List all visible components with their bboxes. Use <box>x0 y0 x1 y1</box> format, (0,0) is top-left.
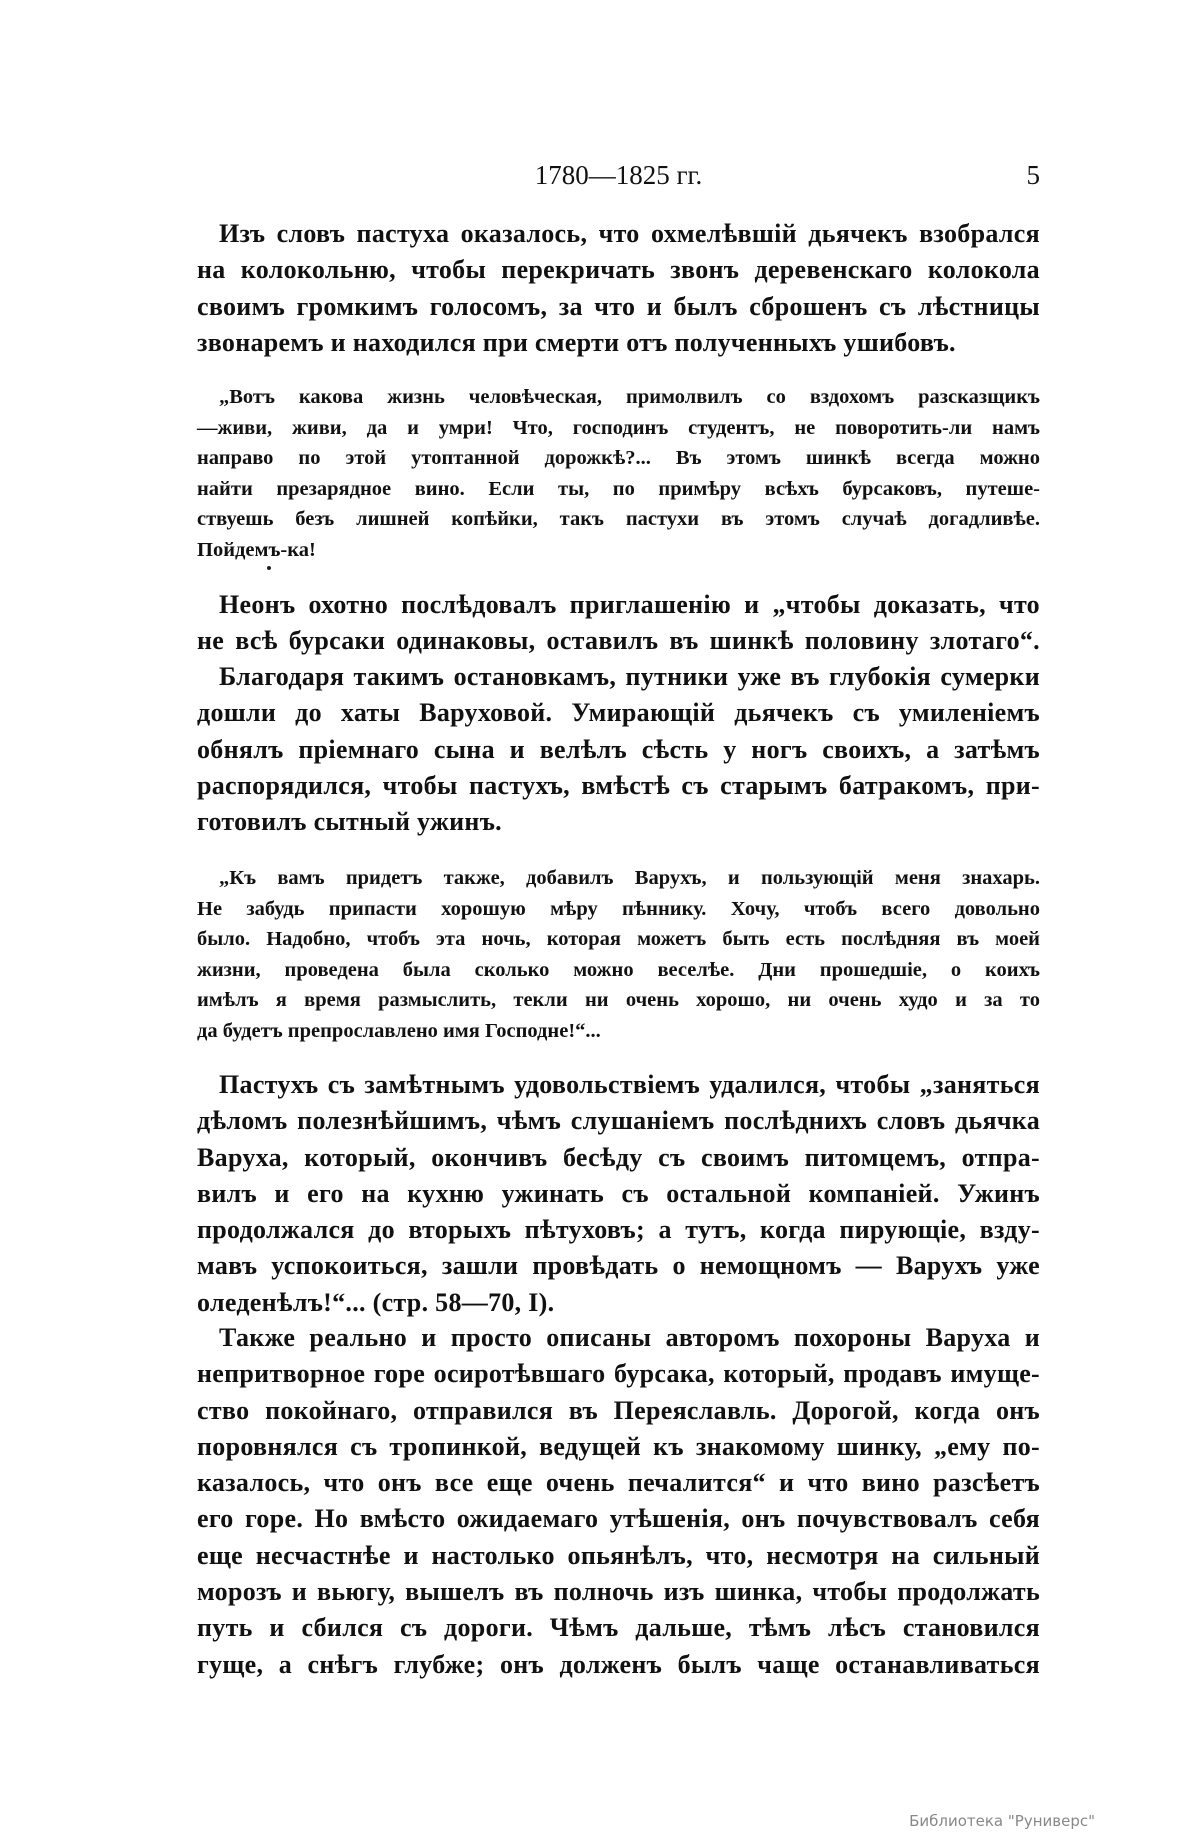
quoted-passage <box>197 382 1040 565</box>
text-line: путь и сбился съ дороги. Чѣмъ дальше, тѣмъ лѣсъ становился <box>197 1613 1040 1643</box>
text-line: непритворное горе осиротѣвшаго бурсака, который, продавъ имуще- <box>197 1359 1040 1389</box>
text-line: на колокольню, чтобы перекричать звонъ деревенскаго колокола <box>197 255 1040 285</box>
text-line: Не забудь припасти хорошую мѣру пѣннику. Хочу, чтобъ всего довольно <box>197 897 1040 920</box>
paragraph <box>197 216 1040 361</box>
text-line: ствуешь безъ лишней копѣйки, такъ пастухи въ этомъ случаѣ догадливѣе. <box>197 508 1040 530</box>
quoted-passage <box>197 863 1040 1046</box>
text-line: продолжался до вторыхъ пѣтуховъ; а тутъ, когда пирующіе, взду- <box>197 1215 1040 1245</box>
text-line: дошли до хаты Варуховой. Умирающій дьячекъ съ умиленіемъ <box>197 698 1040 728</box>
text-line: Пойдемъ-ка! <box>197 538 316 561</box>
text-line: —живи, живи, да и умри! Что, господинъ студентъ, не поворотить-ли намъ <box>197 416 1040 439</box>
text-line: дѣломъ полезнѣйшимъ, чѣмъ слушаніемъ послѣднихъ словъ дьячка <box>197 1106 1040 1136</box>
text-line: распорядился, чтобы пастухъ, вмѣстѣ съ старымъ батракомъ, при- <box>197 770 1040 800</box>
text-line: морозъ и вьюгу, вышелъ въ полночь изъ шинка, чтобы продолжать <box>197 1577 1040 1607</box>
text-line: жизни, проведена была сколько можно веселѣе. Дни прошедшіе, о коихъ <box>197 958 1040 981</box>
text-line: гуще, а снѣгъ глубже; онъ долженъ былъ чаще останавливаться <box>197 1649 1040 1679</box>
paragraph <box>197 587 1040 660</box>
library-watermark: Библиотека "Руниверс" <box>909 1812 1095 1830</box>
text-line: готовилъ сытный ужинъ. <box>197 807 502 837</box>
text-line: казалось, что онъ все еще очень печалится“ и что вино разсѣетъ <box>197 1468 1040 1498</box>
text-line: оледенѣлъ!“... (стр. 58—70, I). <box>197 1287 555 1317</box>
text-line: обнялъ пріемнаго сына и велѣлъ сѣсть у ногъ своихъ, а затѣмъ <box>197 734 1040 764</box>
text-line: еще несчастнѣе и настолько опьянѣлъ, что, несмотря на сильный <box>197 1540 1040 1570</box>
text-line: Варуха, который, окончивъ бесѣду съ своимъ питомцемъ, отпра- <box>197 1142 1040 1172</box>
running-header <box>197 160 1040 196</box>
text-line: поровнялся съ тропинкой, ведущей къ знакомому шинку, „ему по- <box>197 1431 1040 1461</box>
text-line: направо по этой утоптанной дорожкѣ?... Въ этомъ шинкѣ всегда можно <box>197 447 1040 469</box>
text-line: Изъ словъ пастуха оказалось, что охмелѣвшій дьячекъ взобрался <box>219 219 1040 248</box>
text-line: было. Надобно, чтобъ эта ночь, которая можетъ быть есть послѣдняя въ моей <box>197 928 1040 950</box>
text-line: вилъ и его на кухню ужинать съ остальной компаніей. Ужинъ <box>197 1178 1040 1208</box>
text-line: Благодаря такимъ остановкамъ, путники уже въ глубокія сумерки <box>219 662 1040 691</box>
text-line: Пастухъ съ замѣтнымъ удовольствіемъ удалился, чтобы „заняться <box>219 1070 1040 1099</box>
text-line: „Къ вамъ придетъ также, добавилъ Варухъ, и пользующій меня знахарь. <box>219 867 1040 889</box>
page-number: 5 <box>1026 160 1040 190</box>
text-line: своимъ громкимъ голосомъ, за что и былъ сброшенъ съ лѣстницы <box>197 291 1040 321</box>
paragraph <box>197 1320 1040 1683</box>
text-line: его горе. Но вмѣсто ожидаемаго утѣшенія, онъ почувствовалъ себя <box>197 1504 1040 1534</box>
text-line: ство покойнаго, отправился въ Переяславль. Дорогой, когда онъ <box>197 1395 1040 1425</box>
ink-speck <box>267 566 271 570</box>
text-line: да будетъ препрославлено имя Господне!“... <box>197 1019 601 1042</box>
text-line: мавъ успокоиться, зашли провѣдать о немощномъ — Варухъ уже <box>197 1251 1040 1281</box>
text-line: „Вотъ какова жизнь человѣческая, примолвилъ со вздохомъ разсказщикъ <box>219 386 1040 408</box>
header-title: 1780—1825 гг. <box>534 160 703 190</box>
text-line: Неонъ охотно послѣдовалъ приглашенію и „чтобы доказать, что <box>219 590 1040 619</box>
text-line: не всѣ бурсаки одинаковы, оставилъ въ шинкѣ половину злотаго“. <box>197 626 1040 656</box>
text-line: имѣлъ я время размыслить, текли ни очень хорошо, ни очень худо и за то <box>197 989 1040 1011</box>
text-line: найти презарядное вино. Если ты, по примѣру всѣхъ бурсаковъ, путеше- <box>197 477 1040 500</box>
text-line: Также реально и просто описаны авторомъ похороны Варуха и <box>219 1323 1040 1352</box>
paragraph <box>197 659 1040 840</box>
paragraph <box>197 1067 1040 1321</box>
text-line: звонаремъ и находился при смерти отъ полученныхъ ушибовъ. <box>197 327 956 357</box>
